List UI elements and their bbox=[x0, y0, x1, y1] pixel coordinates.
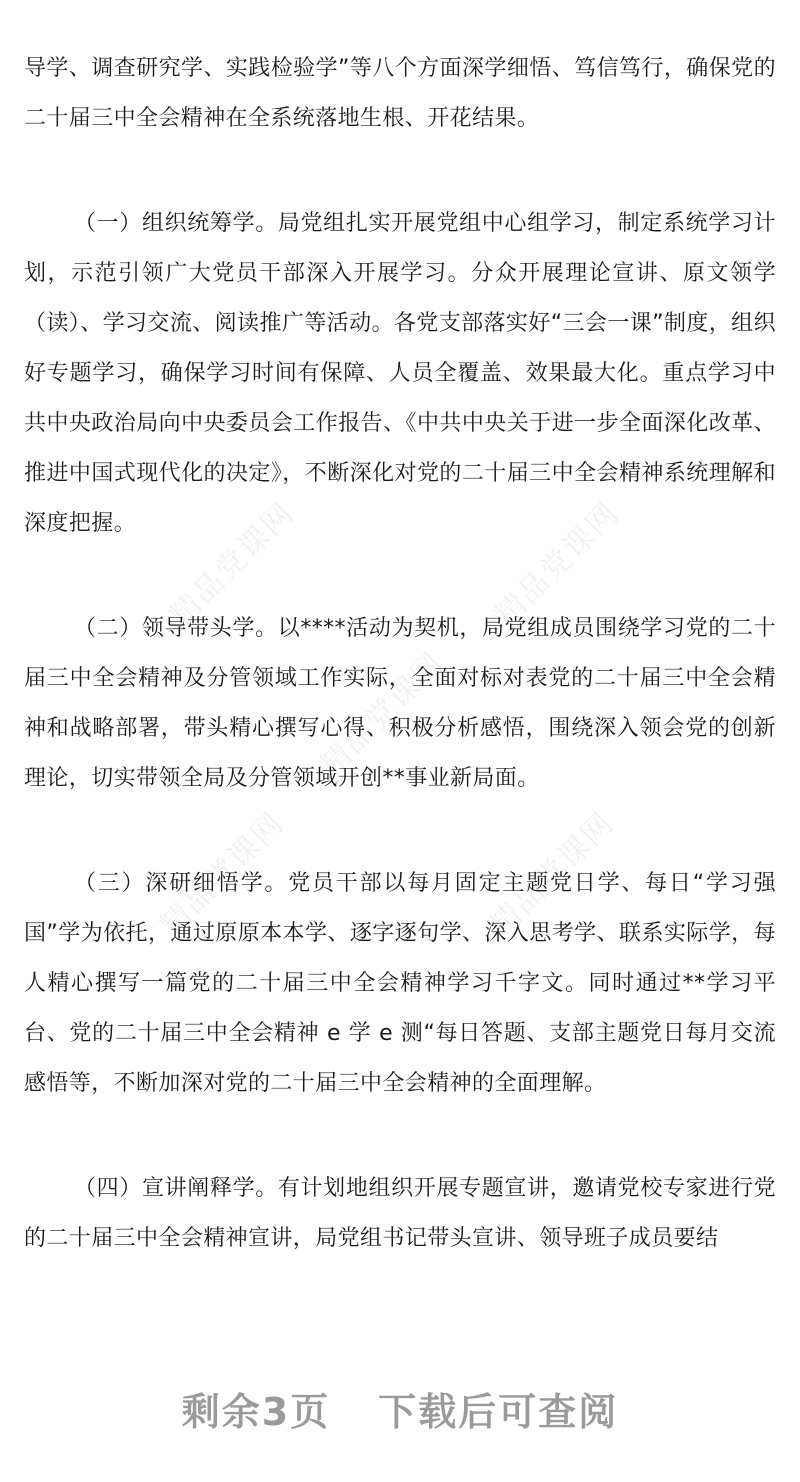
paragraph-gap bbox=[24, 549, 776, 604]
watermark: 精品党课网 bbox=[488, 495, 627, 634]
paragraph-gap bbox=[24, 144, 776, 199]
watermark: 精品党课网 bbox=[153, 805, 292, 944]
download-hint-label: 下载后可查阅 bbox=[378, 1389, 619, 1434]
download-banner[interactable] bbox=[0, 1378, 800, 1438]
document-body bbox=[24, 44, 776, 1264]
paragraph-section-3: （三）深研细悟学。党员干部以每月固定主题党日学、每日“学习强国”学为依托，通过原原本本学、逐字逐句学、深入思考学、联系实际学，每人精心撰写一篇党的二十届三中全会精神学习千字文。同时通过**学习平台、党的二十届三中全会精神 e 学 e 测“每日答题、支部主题党日每月交流感悟等，不断加深对党的二十届三中全会精神的全面理解。 bbox=[24, 871, 776, 1096]
paragraph-gap bbox=[24, 804, 776, 859]
paragraph-gap bbox=[24, 1109, 776, 1164]
paragraph-section-1: （一）组织统筹学。局党组扎实开展党组中心组学习，制定系统学习计划，示范引领广大党员干部深入开展学习。分众开展理论宣讲、原文领学（读）、学习交流、阅读推广等活动。各党支部落实好“三会一课”制度，组织好专题学习，确保学习时间有保障、人员全覆盖、效果最大化。重点学习中共中央政治局向中央委员会工作报告、《中共中央关于进一步全面深化改革、推进中国式现代化的决定》，不断深化对党的二十届三中全会精神系统理解和深度把握。 bbox=[24, 211, 776, 536]
watermark: 精品党课网 bbox=[163, 495, 302, 634]
watermark: 精品党课网 bbox=[313, 645, 452, 784]
paragraph-section-4: （四）宣讲阐释学。有计划地组织开展专题宣讲，邀请党校专家进行党的二十届三中全会精神宣讲，局党组书记带头宣讲、领导班子成员要结 bbox=[24, 1176, 776, 1251]
remaining-pages-label: 剩余3页 bbox=[181, 1389, 331, 1434]
paragraph-continuation: 导学、调查研究学、实践检验学”等八个方面深学细悟、笃信笃行，确保党的二十届三中全会精神在全系统落地生根、开花结果。 bbox=[24, 56, 776, 131]
paragraph-section-2: （二）领导带头学。以****活动为契机，局党组成员围绕学习党的二十届三中全会精神及分管领域工作实际，全面对标对表党的二十届三中全会精神和战略部署，带头精心撰写心得、积极分析感悟，围绕深入领会党的创新理论，切实带领全局及分管领域开创**事业新局面。 bbox=[24, 616, 776, 791]
watermark: 精品党课网 bbox=[483, 805, 622, 944]
